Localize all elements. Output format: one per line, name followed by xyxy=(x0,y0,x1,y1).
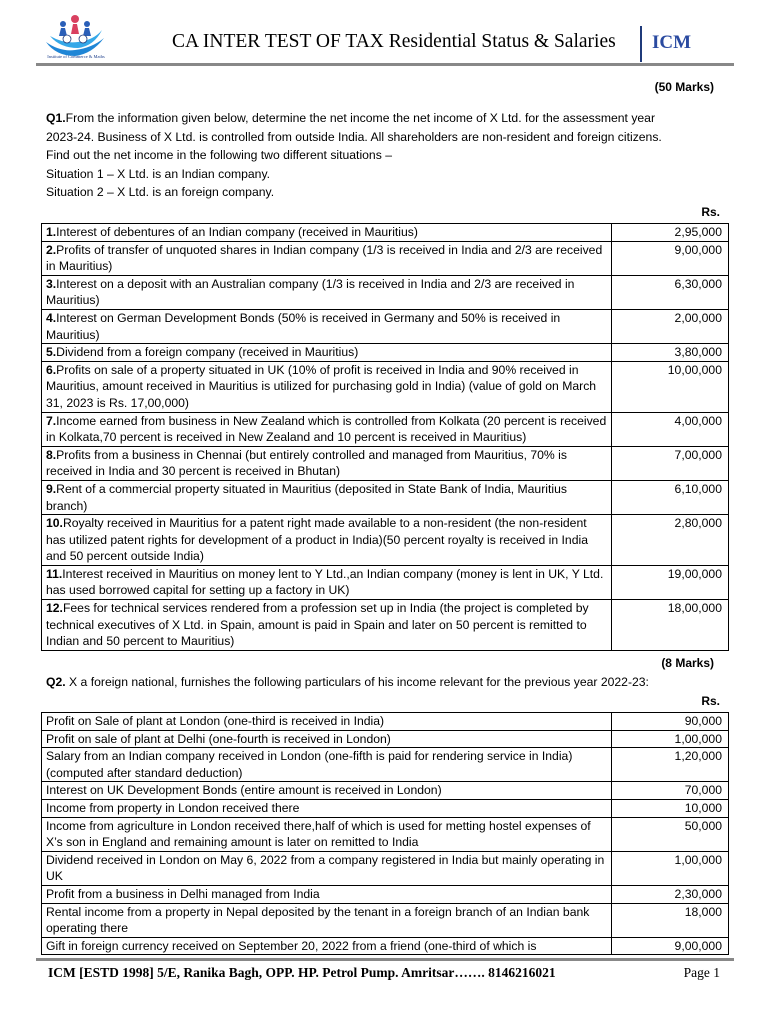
item-description xyxy=(42,565,612,599)
q1-line: Find out the net income in the following two different situations – xyxy=(46,148,392,162)
item-amount: 19,00,000 xyxy=(612,565,729,599)
q1-income-table xyxy=(41,223,729,651)
q1-line: Situation 1 – X Ltd. is an Indian company. xyxy=(46,166,271,181)
item-text: Interest received in Mauritius on money lent to Y Ltd.,an Indian company (money is lent in UK, Y Ltd. has used borrowed capital for setting up a factory in UK) xyxy=(46,566,604,598)
item-number: 7. xyxy=(46,413,57,428)
item-description xyxy=(42,224,612,242)
table-row xyxy=(42,446,729,480)
item-amount: 18,00,000 xyxy=(612,600,729,651)
table-row xyxy=(42,782,729,800)
q2-marks: (8 Marks) xyxy=(661,656,714,670)
item-number: 9. xyxy=(46,481,57,496)
table-row xyxy=(42,412,729,446)
table-row xyxy=(42,713,729,731)
item-amount: 2,30,000 xyxy=(612,885,729,903)
item-amount: 6,30,000 xyxy=(612,275,729,309)
item-description: Income from agriculture in London received there,half of which is used for metting hostel expenses of X’s son in England and remaining amount is later on remitted to India xyxy=(42,817,612,851)
table-row xyxy=(42,600,729,651)
item-description: Gift in foreign currency received on September 20, 2022 from a friend (one-third of which is xyxy=(42,937,612,955)
item-amount: 90,000 xyxy=(612,713,729,731)
table-row xyxy=(42,309,729,343)
page-footer xyxy=(36,958,734,980)
item-amount: 10,000 xyxy=(612,799,729,817)
item-amount: 3,80,000 xyxy=(612,344,729,362)
footer-divider xyxy=(36,958,734,961)
item-amount: 4,00,000 xyxy=(612,412,729,446)
item-amount: 2,95,000 xyxy=(612,224,729,242)
item-description: Interest on UK Development Bonds (entire amount is received in London) xyxy=(42,782,612,800)
page-title: CA INTER TEST OF TAX Residential Status & Salaries xyxy=(172,31,616,52)
table-row xyxy=(42,885,729,903)
title-separator xyxy=(640,26,642,62)
brand-name: ICM xyxy=(652,32,692,53)
table-row xyxy=(42,344,729,362)
item-description xyxy=(42,344,612,362)
table-row xyxy=(42,817,729,851)
q1-question xyxy=(46,109,722,202)
item-description: Profit on sale of plant at Delhi (one-fourth is received in London) xyxy=(42,730,612,748)
item-amount: 10,00,000 xyxy=(612,361,729,412)
table-row xyxy=(42,275,729,309)
table-row xyxy=(42,361,729,412)
item-description xyxy=(42,480,612,514)
item-description xyxy=(42,446,612,480)
item-number: 2. xyxy=(46,242,57,257)
footer-address: ICM [ESTD 1998] 5/E, Ranika Bagh, OPP. HP. Petrol Pump. Amritsar……. 8146216021 xyxy=(48,965,556,980)
item-number: 1. xyxy=(46,225,57,239)
item-number: 4. xyxy=(46,310,57,325)
q1-marks: (50 Marks) xyxy=(654,80,714,94)
item-description xyxy=(42,309,612,343)
item-number: 10. xyxy=(46,516,63,531)
item-description xyxy=(42,600,612,651)
item-text: Interest on a deposit with an Australian company (1/3 is received in India and 2/3 are received in Mauritius) xyxy=(46,276,575,308)
item-amount: 1,20,000 xyxy=(612,748,729,782)
table-row xyxy=(42,730,729,748)
table-row xyxy=(42,515,729,566)
q2-number: Q2. xyxy=(46,675,66,689)
table-row xyxy=(42,241,729,275)
item-text: Interest on German Development Bonds (50% is received in Germany and 50% is received in Mauritius) xyxy=(46,310,561,342)
q1-currency-label: Rs. xyxy=(701,205,720,219)
item-amount: 7,00,000 xyxy=(612,446,729,480)
page-header xyxy=(36,10,734,64)
item-description: Profit on Sale of plant at London (one-third is received in India) xyxy=(42,713,612,731)
item-text: Interest of debentures of an Indian company (received in Mauritius) xyxy=(56,225,418,239)
item-description: Income from property in London received there xyxy=(42,799,612,817)
item-number: 12. xyxy=(46,601,63,616)
item-text: Profits on sale of a property situated in UK (10% of profit is received in India and 90% received in Mauritius, amount received in Mauritius is utilized for purchasing gold in India) (value of gold on March 31, 2023 is Rs. 17,00,000) xyxy=(46,362,597,410)
item-description: Profit from a business in Delhi managed from India xyxy=(42,885,612,903)
item-amount: 1,00,000 xyxy=(612,851,729,885)
q1-number: Q1. xyxy=(46,111,66,125)
q2-question: Q2. X a foreign national, furnishes the following particulars of his income relevant for the previous year 2022-23: xyxy=(46,675,649,689)
q1-line: Situation 2 – X Ltd. is an foreign company. xyxy=(46,185,275,199)
item-text: Profits from a business in Chennai (but entirely controlled and managed from Mauritius, 70% is received in India and 30 percent is received in Bhutan) xyxy=(46,447,567,479)
table-row xyxy=(42,224,729,242)
table-row xyxy=(42,903,729,937)
item-amount: 1,00,000 xyxy=(612,730,729,748)
item-number: 8. xyxy=(46,447,57,462)
table-row xyxy=(42,799,729,817)
table-row xyxy=(42,937,729,955)
item-description: Salary from an Indian company received in London (one-fifth is paid for rendering service in India) (computed after standard deduction) xyxy=(42,748,612,782)
item-number: 11. xyxy=(46,566,63,581)
item-text: Rent of a commercial property situated in Mauritius (deposited in State Bank of India, Mauritius branch) xyxy=(46,481,567,513)
table-row xyxy=(42,748,729,782)
item-description xyxy=(42,412,612,446)
item-description xyxy=(42,515,612,566)
item-text: Profits of transfer of unquoted shares in Indian company (1/3 is received in India and 2/3 are received in Mauritius) xyxy=(46,242,603,274)
q1-line: Q1.From the information given below, determine the net income the net income of X Ltd. for the assessment year xyxy=(46,111,656,125)
table-row xyxy=(42,565,729,599)
item-number: 6. xyxy=(46,362,57,377)
item-amount: 6,10,000 xyxy=(612,480,729,514)
item-amount: 9,00,000 xyxy=(612,937,729,955)
item-text: Income earned from business in New Zealand which is controlled from Kolkata (20 percent is received in Kolkata,70 percent is received in New Zealand and 10 percent is received in Mauritius) xyxy=(46,413,607,445)
item-amount: 70,000 xyxy=(612,782,729,800)
item-amount: 9,00,000 xyxy=(612,241,729,275)
table-row xyxy=(42,480,729,514)
item-description xyxy=(42,241,612,275)
item-text: Fees for technical services rendered from a profession set up in India (the project is completed by technical executives of X Ltd. in Spain, amount is paid in Spain and later on 50 percent is remitted to Indian and 50 percent to Mauritius) xyxy=(46,601,589,649)
q2-income-table xyxy=(41,712,729,955)
page-number: Page 1 xyxy=(683,965,720,980)
item-description xyxy=(42,275,612,309)
item-text: Royalty received in Mauritius for a patent right made available to a non-resident (the non-resident has utilized patent rights for development of a product in India)(50 percent royalty is received in India and 50 percent outside India) xyxy=(46,516,588,564)
header-divider xyxy=(36,63,734,66)
logo-caption: Institute of Commerce & Maths xyxy=(47,54,105,59)
item-description: Rental income from a property in Nepal deposited by the tenant in a foreign branch of an Indian bank operating there xyxy=(42,903,612,937)
q1-line: 2023-24. Business of X Ltd. is controlled from outside India. All shareholders are non-resident and foreign citizens. xyxy=(46,129,662,144)
item-number: 3. xyxy=(46,276,57,291)
item-amount: 18,000 xyxy=(612,903,729,937)
item-amount: 50,000 xyxy=(612,817,729,851)
q2-currency-label: Rs. xyxy=(701,694,720,708)
item-description: Dividend received in London on May 6, 2022 from a company registered in India but mainly operating in UK xyxy=(42,851,612,885)
item-amount: 2,80,000 xyxy=(612,515,729,566)
item-text: Dividend from a foreign company (received in Mauritius) xyxy=(56,345,359,360)
table-row xyxy=(42,851,729,885)
item-number: 5. xyxy=(46,345,57,360)
item-amount: 2,00,000 xyxy=(612,309,729,343)
item-description xyxy=(42,361,612,412)
